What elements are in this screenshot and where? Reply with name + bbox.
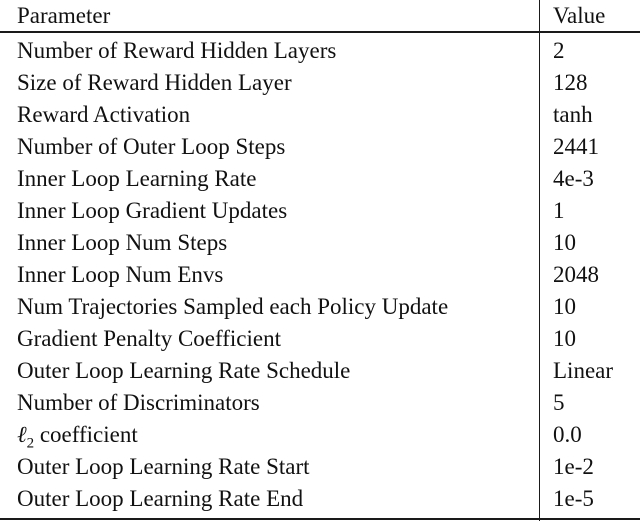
value-cell: 2441 [553, 134, 599, 159]
value-cell: 10 [553, 294, 576, 319]
value-cell: 1 [553, 198, 565, 223]
parameter-cell [0, 419, 539, 451]
value-cell: tanh [553, 102, 593, 127]
parameter-cell: Outer Loop Learning Rate Start [17, 454, 310, 479]
parameter-suffix: coefficient [34, 422, 138, 447]
parameter-cell: Inner Loop Num Envs [17, 262, 224, 287]
parameter-cell: Gradient Penalty Coefficient [17, 326, 281, 351]
value-cell: 0.0 [553, 422, 582, 447]
table-row [0, 195, 640, 227]
parameter-cell: Inner Loop Num Steps [17, 230, 228, 255]
table-row [0, 67, 640, 99]
table-row [0, 419, 640, 451]
value-cell: 5 [553, 390, 565, 415]
ell-subscript: 2 [26, 435, 35, 452]
table-row [0, 323, 640, 355]
value-cell: 2 [553, 38, 565, 63]
table-row [0, 355, 640, 387]
parameter-cell: Inner Loop Learning Rate [17, 166, 257, 191]
parameter-cell: Outer Loop Learning Rate End [17, 486, 304, 511]
table-row [0, 259, 640, 291]
value-cell: 2048 [553, 262, 599, 287]
parameter-cell: Number of Discriminators [17, 390, 260, 415]
table-row [0, 131, 640, 163]
parameter-cell: Reward Activation [17, 102, 191, 127]
value-cell: 1e-5 [553, 486, 594, 511]
value-cell: 128 [553, 70, 588, 95]
value-cell: Linear [553, 358, 614, 383]
parameter-cell: Number of Outer Loop Steps [17, 134, 286, 159]
table-row [0, 227, 640, 259]
parameter-cell: Size of Reward Hidden Layer [17, 70, 292, 95]
header-row [0, 0, 640, 31]
parameter-cell: Num Trajectories Sampled each Policy Update [17, 294, 449, 319]
parameter-column-header: Parameter [17, 3, 111, 28]
bottom-rule [0, 518, 640, 520]
table-row [0, 483, 640, 515]
parameter-cell: Number of Reward Hidden Layers [17, 38, 337, 63]
table-row [0, 387, 640, 419]
table-row [0, 31, 640, 67]
ell-symbol: ℓ [17, 422, 27, 447]
value-column-header: Value [553, 3, 606, 28]
value-cell: 4e-3 [553, 166, 594, 191]
table-row [0, 291, 640, 323]
table-row [0, 451, 640, 483]
table-row [0, 99, 640, 131]
parameter-cell: Outer Loop Learning Rate Schedule [17, 358, 351, 383]
parameter-cell: Inner Loop Gradient Updates [17, 198, 288, 223]
table-row [0, 163, 640, 195]
value-cell: 10 [553, 230, 576, 255]
value-cell: 1e-2 [553, 454, 594, 479]
value-cell: 10 [553, 326, 576, 351]
